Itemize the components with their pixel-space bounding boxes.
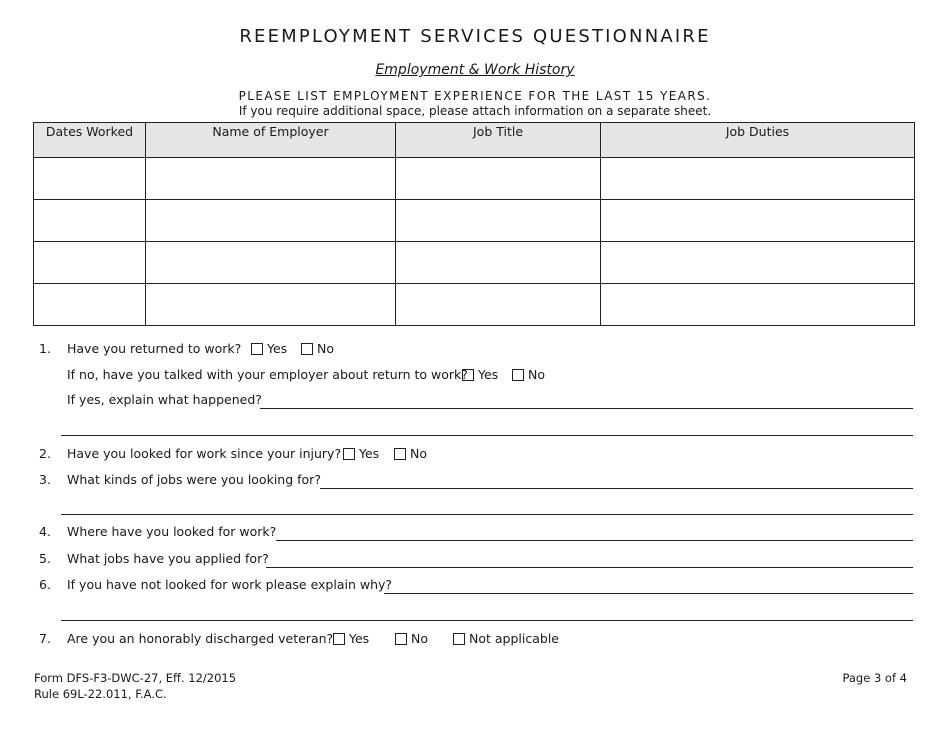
rule-reference: Rule 69L-22.011, F.A.C. — [34, 687, 167, 701]
q5-answer-line[interactable] — [266, 567, 913, 568]
employer-cell[interactable] — [146, 242, 396, 284]
q7-no-checkbox[interactable] — [395, 633, 407, 645]
header-job-duties: Job Duties — [601, 123, 915, 158]
form-title: REEMPLOYMENT SERVICES QUESTIONNAIRE — [239, 26, 711, 47]
q1b-answer-line-2[interactable] — [61, 435, 913, 436]
q1-yes-option[interactable] — [251, 341, 287, 356]
q3-text: What kinds of jobs were you looking for? — [67, 472, 321, 487]
job-duties-cell[interactable] — [601, 284, 915, 326]
q1a-text: If no, have you talked with your employer about return to work? — [67, 367, 468, 382]
q2-number: 2. — [39, 446, 51, 461]
q1-no-checkbox[interactable] — [301, 343, 313, 355]
q2-no-label: No — [410, 446, 427, 461]
q1-no-label: No — [317, 341, 334, 356]
q7-text: Are you an honorably discharged veteran? — [67, 631, 334, 646]
q7-yes-label: Yes — [349, 631, 370, 646]
dates-worked-cell[interactable] — [34, 200, 146, 242]
q6-answer-line-2[interactable] — [61, 620, 913, 621]
header-employer: Name of Employer — [146, 123, 396, 158]
dates-worked-cell[interactable] — [34, 242, 146, 284]
q1b-text: If yes, explain what happened? — [67, 392, 262, 407]
q3-number: 3. — [39, 472, 51, 487]
job-duties-cell[interactable] — [601, 158, 915, 200]
dates-worked-cell[interactable] — [34, 158, 146, 200]
job-duties-cell[interactable] — [601, 200, 915, 242]
q1a-yes-checkbox[interactable] — [462, 369, 474, 381]
job-title-cell[interactable] — [396, 158, 601, 200]
q7-yes-checkbox[interactable] — [333, 633, 345, 645]
q4-number: 4. — [39, 524, 51, 539]
q2-yes-checkbox[interactable] — [343, 448, 355, 460]
q1-number: 1. — [39, 341, 51, 356]
table-row — [34, 200, 915, 242]
work-history-table — [33, 122, 915, 326]
q1-yes-checkbox[interactable] — [251, 343, 263, 355]
dates-worked-cell[interactable] — [34, 284, 146, 326]
q2-no-checkbox[interactable] — [394, 448, 406, 460]
q7-na-checkbox[interactable] — [453, 633, 465, 645]
q5-number: 5. — [39, 551, 51, 566]
table-row — [34, 284, 915, 326]
instruction-line-2: If you require additional space, please attach information on a separate sheet. — [238, 104, 712, 118]
q7-no-option[interactable] — [395, 631, 428, 646]
q2-text: Have you looked for work since your injury? — [67, 446, 342, 461]
q3-answer-line[interactable] — [320, 488, 913, 489]
q4-answer-line[interactable] — [276, 540, 913, 541]
q7-no-label: No — [411, 631, 428, 646]
q6-number: 6. — [39, 577, 51, 592]
q4-text: Where have you looked for work? — [67, 524, 277, 539]
q7-na-option[interactable] — [453, 631, 559, 646]
section-subtitle: Employment & Work History — [375, 62, 575, 78]
job-duties-cell[interactable] — [601, 242, 915, 284]
table-row — [34, 242, 915, 284]
q7-number: 7. — [39, 631, 51, 646]
q1-yes-label: Yes — [267, 341, 288, 356]
table-row — [34, 158, 915, 200]
header-job-title: Job Title — [396, 123, 601, 158]
q2-no-option[interactable] — [394, 446, 427, 461]
table-header-row — [34, 123, 915, 158]
job-title-cell[interactable] — [396, 200, 601, 242]
q1a-no-option[interactable] — [512, 367, 545, 382]
job-title-cell[interactable] — [396, 284, 601, 326]
form-id: Form DFS-F3-DWC-27, Eff. 12/2015 — [34, 671, 237, 685]
employer-cell[interactable] — [146, 284, 396, 326]
q1-text: Have you returned to work? — [67, 341, 242, 356]
q5-text: What jobs have you applied for? — [67, 551, 269, 566]
q2-yes-option[interactable] — [343, 446, 379, 461]
q3-answer-line-2[interactable] — [61, 514, 913, 515]
q1b-answer-line[interactable] — [260, 408, 913, 409]
page-number: Page 3 of 4 — [842, 671, 907, 685]
q6-answer-line[interactable] — [384, 593, 913, 594]
q1a-no-label: No — [528, 367, 545, 382]
header-dates-worked: Dates Worked — [34, 123, 146, 158]
q1a-no-checkbox[interactable] — [512, 369, 524, 381]
q2-yes-label: Yes — [359, 446, 380, 461]
q1a-yes-option[interactable] — [462, 367, 498, 382]
employer-cell[interactable] — [146, 158, 396, 200]
q1-no-option[interactable] — [301, 341, 334, 356]
job-title-cell[interactable] — [396, 242, 601, 284]
q6-text: If you have not looked for work please explain why? — [67, 577, 393, 592]
employer-cell[interactable] — [146, 200, 396, 242]
q1a-yes-label: Yes — [478, 367, 499, 382]
q7-yes-option[interactable] — [333, 631, 369, 646]
q7-na-label: Not applicable — [469, 631, 559, 646]
instruction-line-1: PLEASE LIST EMPLOYMENT EXPERIENCE FOR THE LAST 15 YEARS. — [238, 89, 712, 103]
